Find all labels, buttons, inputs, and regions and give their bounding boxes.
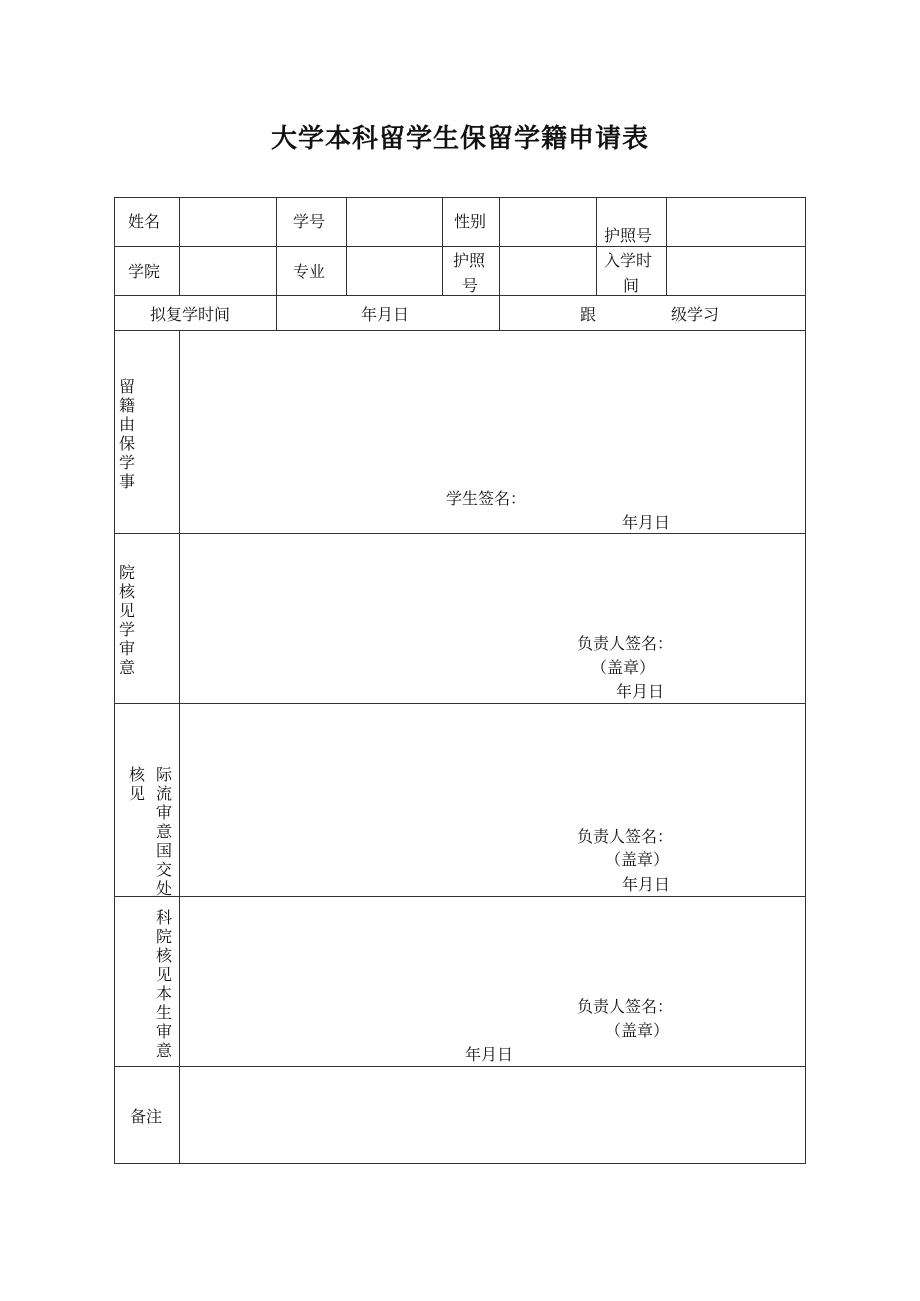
undergrad-stamp-label: （盖章） [605,1021,670,1040]
reason-field[interactable] [180,331,805,486]
college-date: 年月日 [616,682,665,701]
grade-study-label: 级学习 [671,305,720,324]
column-divider [596,197,597,296]
intl-opinion-field[interactable] [180,704,805,821]
enroll-time-label-line1: 入学时 [604,251,653,270]
passport-field[interactable] [667,198,805,246]
undergrad-opinion-field[interactable] [180,897,805,992]
student-id-field[interactable] [347,198,442,246]
passport-label-line2: 号 [462,276,479,295]
form-title: 大学本科留学生保留学籍申请表 [270,124,649,154]
passport-label: 护照号 [604,226,653,245]
undergrad-review-label: 科院核见本生审意 [155,908,172,1060]
table-border-left [114,197,115,1164]
reason-date: 年月日 [622,513,671,532]
student-id-label: 学号 [293,212,326,231]
name-field[interactable] [180,198,276,246]
intl-review-label-left: 核见 [128,765,145,803]
resume-time-label: 拟复学时间 [150,305,231,324]
row-divider [114,295,806,296]
remarks-field[interactable] [180,1067,805,1163]
enroll-time-field[interactable] [667,247,805,295]
college-field[interactable] [180,247,276,295]
major-field[interactable] [347,247,442,295]
intl-review-label-right: 际流审意国交处 [155,765,172,898]
follow-label: 跟 [580,305,597,324]
college-review-label: 院核见学审意 [118,563,135,677]
gender-label: 性别 [454,212,487,231]
gender-field[interactable] [500,198,596,246]
college-label: 学院 [128,262,161,281]
table-border-bottom [114,1163,806,1164]
remarks-label: 备注 [130,1107,163,1126]
undergrad-date: 年月日 [465,1045,514,1064]
resume-date-field[interactable]: 年月日 [361,305,410,324]
name-label: 姓名 [128,212,161,231]
student-signature-label: 学生签名： [446,489,527,508]
major-label: 专业 [293,262,326,281]
college-stamp-label: （盖章） [591,658,656,677]
column-divider [442,197,443,296]
grade-field[interactable] [604,300,668,326]
passport-label-line1: 护照 [453,251,486,270]
college-opinion-field[interactable] [180,534,805,629]
college-signature-label: 负责人签名： [577,634,674,653]
undergrad-signature-label: 负责人签名： [577,997,674,1016]
table-border-right [805,197,806,1164]
reason-section-label: 留籍由保学事 [118,377,135,491]
passport-field-2[interactable] [500,247,596,295]
intl-signature-label: 负责人签名： [577,827,674,846]
intl-date: 年月日 [622,875,671,894]
column-divider [276,197,277,331]
enroll-time-label-line2: 间 [623,276,640,295]
intl-stamp-label: （盖章） [605,850,670,869]
